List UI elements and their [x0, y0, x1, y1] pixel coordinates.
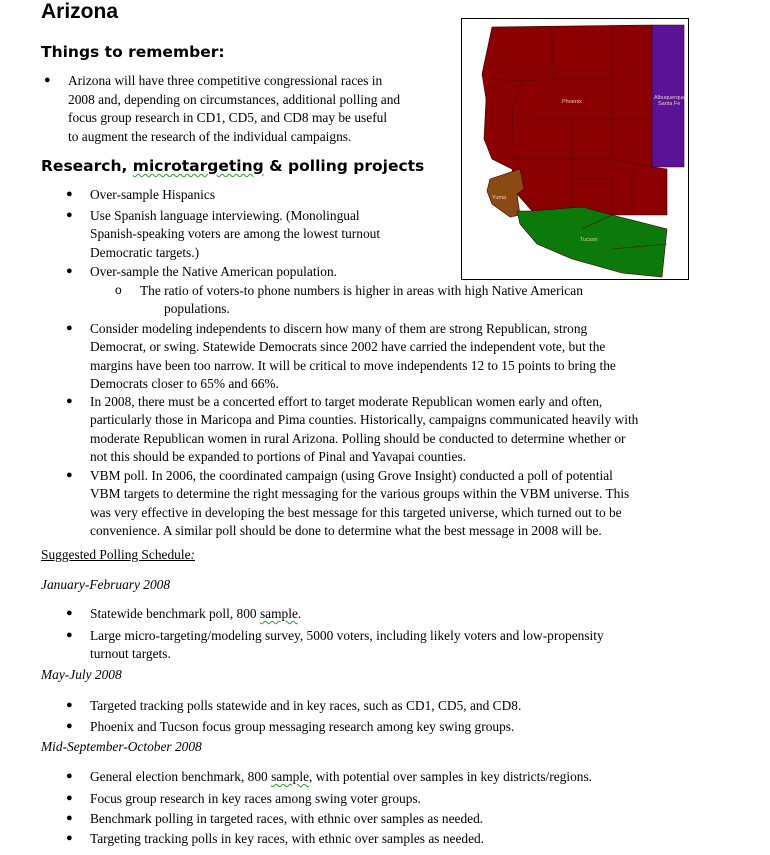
research-item: margins have been too narrow. It will be critical to move independents 12 to 15 points to bring the [90, 357, 616, 373]
schedule-period-title: January-February 2008 [41, 577, 171, 592]
bullet-marker: ● [66, 395, 73, 407]
bullet-marker: ● [66, 812, 73, 824]
bullet-marker: ● [66, 770, 73, 782]
map-label-phoenix: Phoenix [562, 99, 582, 105]
bullet-marker: ● [66, 607, 73, 619]
research-heading: Research, microtargeting & polling projects [41, 157, 425, 175]
research-item: moderate Republican women in rural Arizona. Polling should be conducted to determine whether or [90, 430, 626, 446]
map-label-santa-fe: Santa Fe [658, 101, 681, 107]
research-item: Use Spanish language interviewing. (Monolingual [90, 208, 360, 223]
remember-item: to augment the research of the individual campaigns. [68, 128, 352, 144]
research-item: particularly those in Maricopa and Pima counties. Historically, campaigns communicated heavily with [90, 412, 639, 428]
arizona-map [461, 18, 689, 280]
bullet-marker: ● [66, 720, 73, 732]
schedule-item: Focus group research in key races among swing voter groups. [90, 791, 421, 806]
schedule-item: Statewide benchmark poll, 800 sample. [90, 606, 302, 621]
bullet-marker: ● [66, 265, 73, 277]
polling-schedule-label: Suggested Polling Schedule: [41, 547, 195, 562]
bullet-marker: ● [66, 469, 73, 481]
bullet-marker: ● [66, 322, 73, 334]
bullet-marker: ● [66, 832, 73, 844]
research-item: Democratic targets.) [90, 244, 200, 260]
research-item: VBM targets to determine the right messaging for the various groups within the VBM universe. This [90, 486, 630, 502]
bullet-marker: ● [66, 629, 73, 641]
bullet-marker: ● [44, 74, 51, 86]
research-item: VBM poll. In 2006, the coordinated campaign (using Grove Insight) conducted a poll of potential [90, 468, 613, 483]
remember-item: 2008 and, depending on circumstances, additional polling and [68, 91, 401, 107]
remember-item: focus group research in CD1, CD5, and CD8 may be useful [68, 110, 388, 126]
bullet-marker: ● [66, 699, 73, 711]
schedule-period-title: Mid-September-October 2008 [41, 739, 202, 754]
spellcheck-mark: sample [259, 606, 298, 621]
schedule-item: Large micro-targeting/modeling survey, 5000 voters, including likely voters and low-propensity [90, 628, 604, 643]
things-to-remember-heading: Things to remember: [41, 43, 225, 61]
schedule-item: Phoenix and Tucson focus group messaging research among key swing groups. [90, 719, 515, 734]
sub-bullet-marker: o [115, 283, 122, 297]
schedule-item: turnout targets. [90, 645, 171, 661]
yuma-region [487, 169, 524, 217]
bullet-marker: ● [66, 209, 73, 221]
map-label-albuquerque: Albuquerque [654, 95, 686, 101]
schedule-item: General election benchmark, 800 sample, with potential over samples in key districts/regions. [90, 769, 593, 784]
research-item: Democrats closer to 65% and 66%. [90, 376, 279, 392]
arizona-map-graphic [462, 19, 688, 279]
schedule-item: Benchmark polling in targeted races, with ethnic over samples as needed. [90, 811, 484, 826]
bullet-marker: ● [66, 188, 73, 200]
schedule-item: Targeted tracking polls statewide and in key races, such as CD1, CD5, and CD8. [90, 698, 522, 713]
page-title: Arizona [41, 0, 119, 23]
schedule-period-title: May-July 2008 [41, 667, 122, 682]
research-sub-item: populations. [164, 301, 230, 316]
remember-item: Arizona will have three competitive congressional races in [68, 73, 383, 88]
research-item: Over-sample the Native American population. [90, 264, 338, 279]
research-item: Over-sample Hispanics [90, 187, 216, 202]
research-item: Democrat, or swing. Statewide Democrats since 2002 have carried the independent vote, but the [90, 339, 606, 355]
spellcheck-mark: sample [271, 769, 310, 784]
research-item: convenience. A similar poll should be done to determine what the best message in 2008 will be. [90, 523, 602, 539]
schedule-item: Targeting tracking polls in key races, with ethnic over samples as needed. [90, 831, 485, 846]
research-item: was very effective in developing the best message for this targeted universe, which turned out to be [90, 504, 622, 520]
research-item: In 2008, there must be a concerted effort to target moderate Republican women early and often, [90, 394, 603, 409]
map-label-tucson: Tucson [580, 237, 598, 243]
research-item: not this should be expanded to portions of Pinal and Yavapai counties. [90, 449, 467, 465]
research-sub-item: The ratio of voters-to phone numbers is higher in areas with high Native American [140, 283, 583, 298]
research-item: Consider modeling independents to discern how many of them are strong Republican, strong [90, 321, 588, 336]
bullet-marker: ● [66, 792, 73, 804]
map-label-yuma: Yuma [492, 195, 507, 201]
research-item: Spanish-speaking voters are among the lowest turnout [90, 226, 381, 242]
